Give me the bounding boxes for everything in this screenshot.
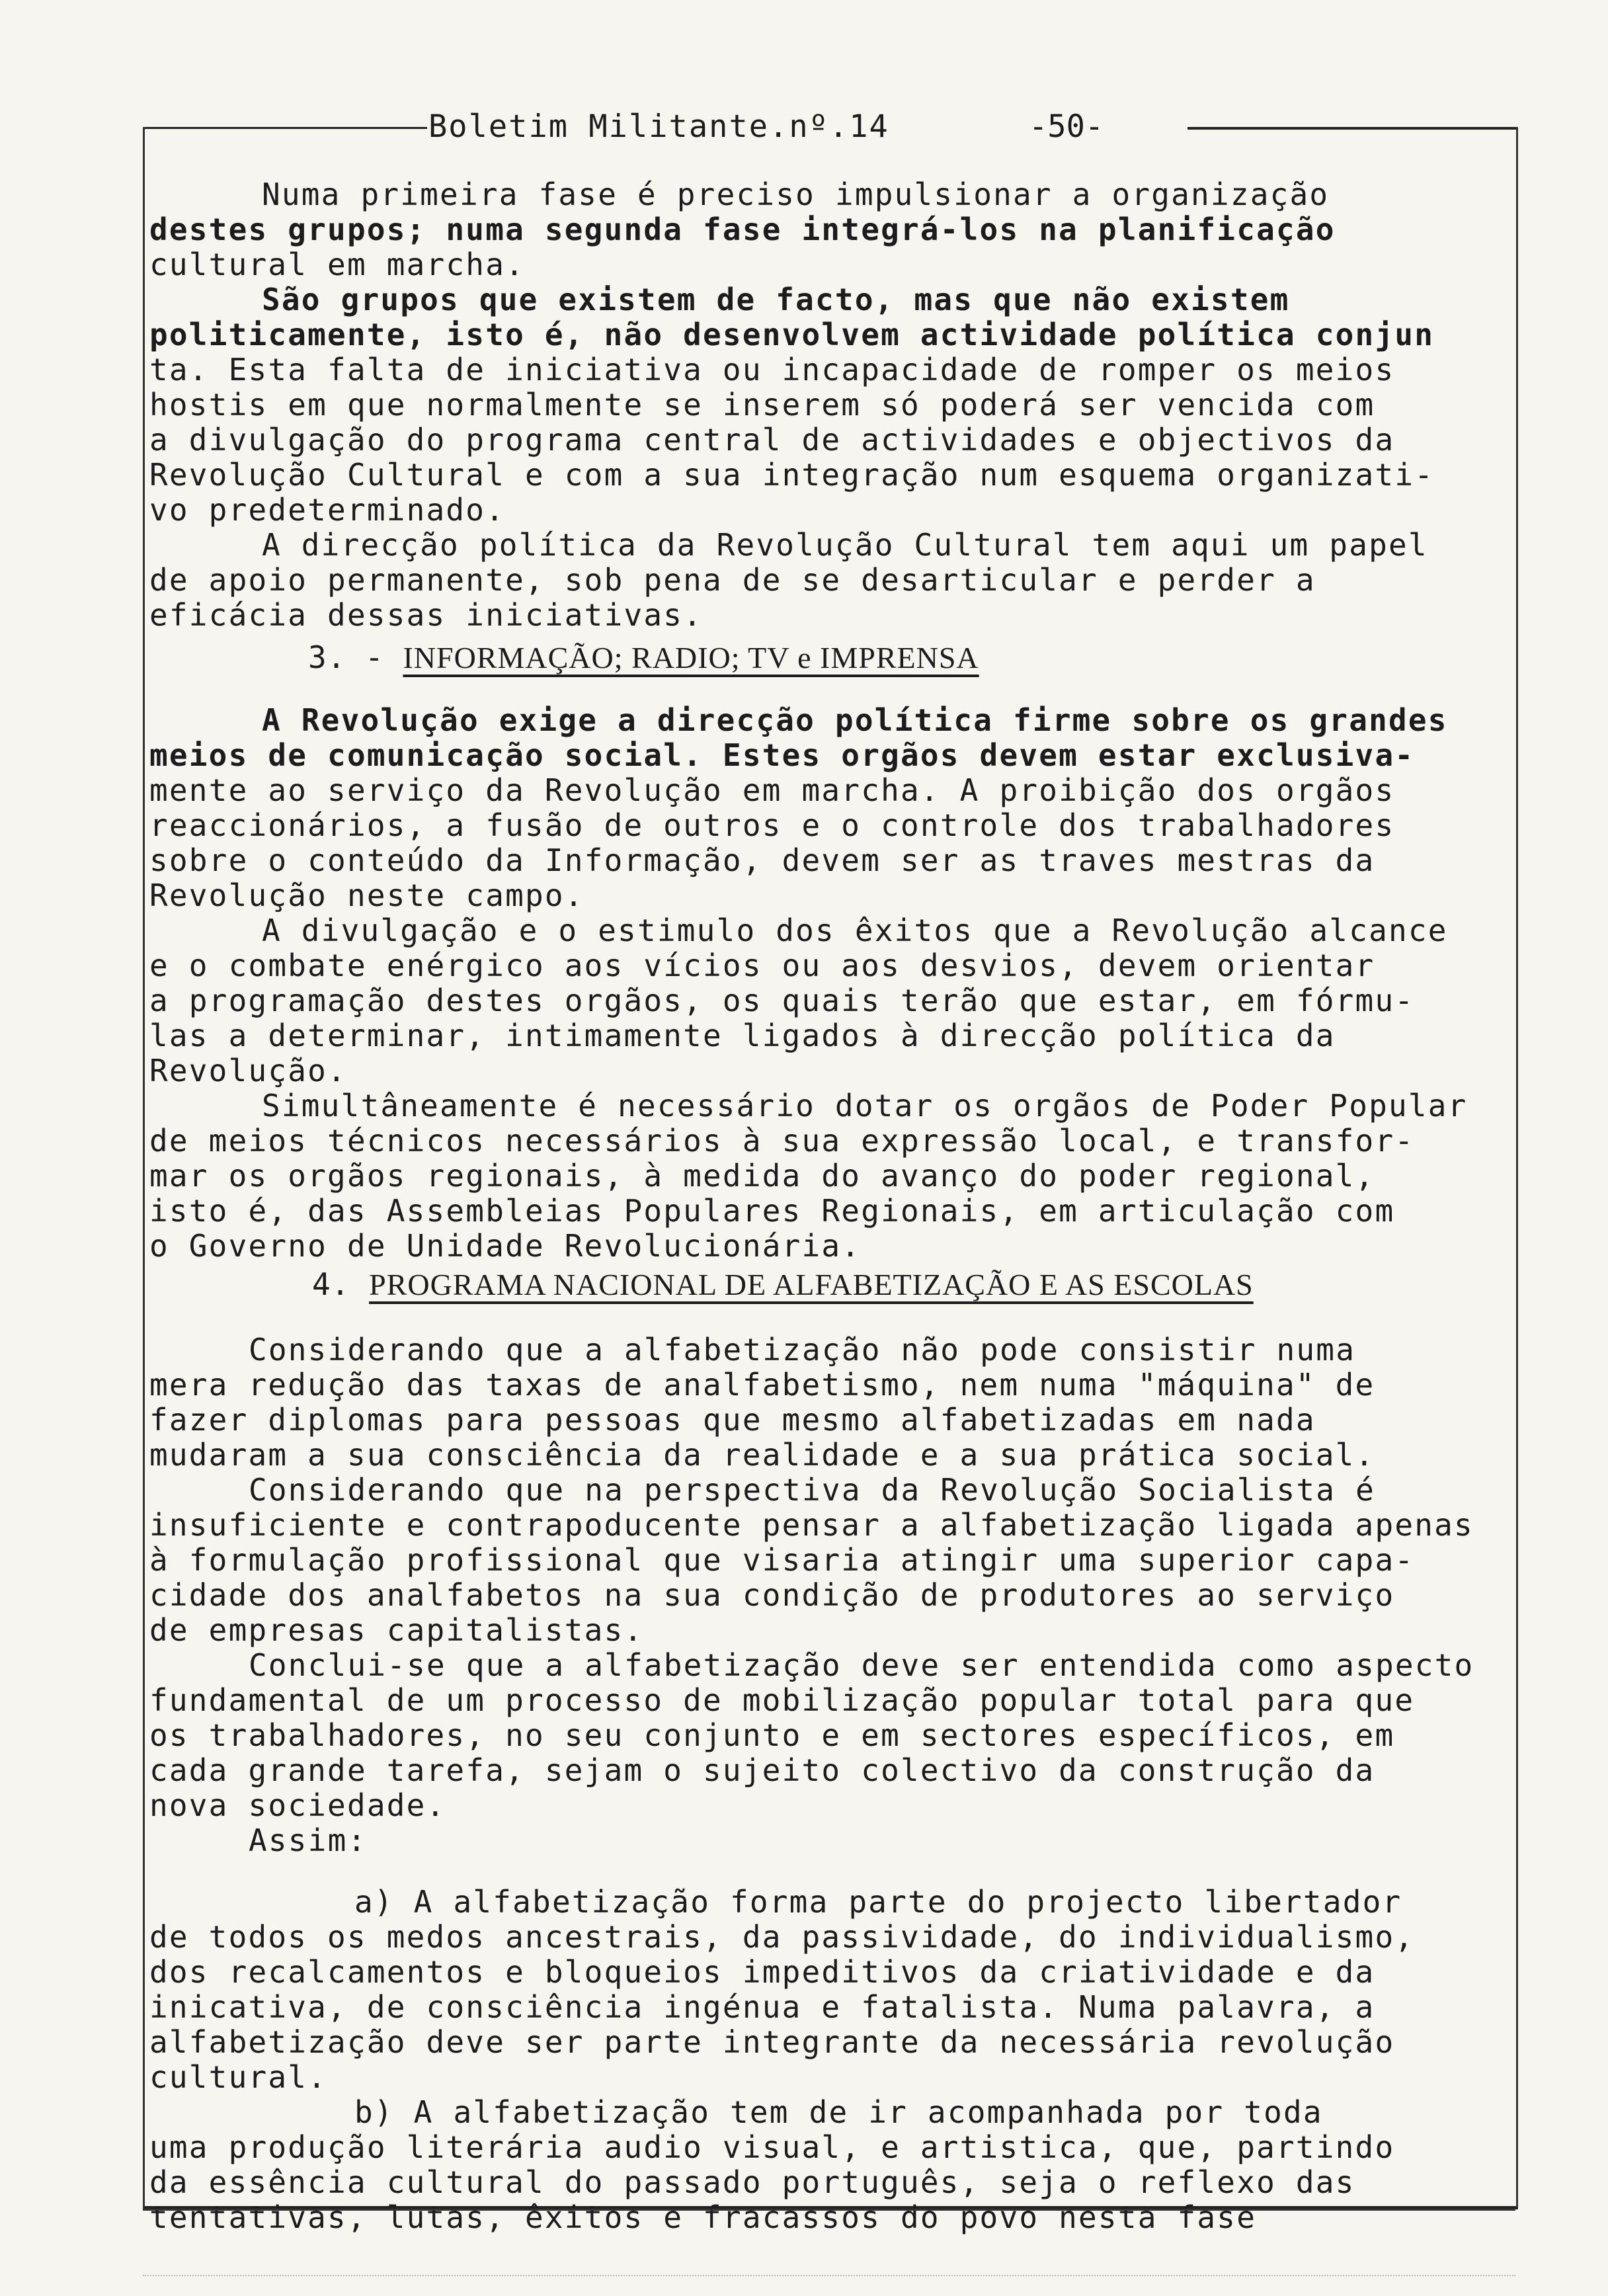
text-line: Revolução neste campo. — [149, 878, 584, 913]
text-line: insuficiente e contrapoducente pensar a alfabetização ligada apenas — [149, 1507, 1474, 1543]
text-line: Revolução. — [149, 1053, 347, 1088]
text-line: A Revolução exige a direcção política firme sobre os grandes — [262, 702, 1448, 738]
text-line: cada grande tarefa, sejam o sujeito colectivo da construção da — [149, 1752, 1375, 1788]
text-line: cidade dos analfabetos na sua condição de produtores ao serviço — [149, 1577, 1395, 1613]
text-line: destes grupos; numa segunda fase integrá-los na planificação — [149, 212, 1336, 247]
text-line: nova sociedade. — [149, 1787, 446, 1823]
text-line: politicamente, isto é, não desenvolvem actividade política conjun — [149, 317, 1435, 352]
text-line: Assim: — [249, 1823, 368, 1858]
bottom-rule — [143, 2209, 1515, 2211]
page-number: -50- — [1029, 108, 1104, 145]
text-line: fazer diplomas para pessoas que mesmo alfabetizadas em nada — [149, 1402, 1316, 1438]
text-line: de todos os medos ancestrais, da passividade, do individualismo, — [149, 1919, 1415, 1955]
text-line: São grupos que existem de facto, mas que não existem — [262, 282, 1290, 317]
text-line: las a determinar, intimamente ligados à direcção política da — [149, 1018, 1336, 1053]
text-line: isto é, das Assembleias Populares Regionais, em articulação com — [149, 1193, 1395, 1229]
section-heading-4 — [312, 1264, 1254, 1305]
text-line: mera redução das taxas de analfabetismo, nem numa "máquina" de — [149, 1367, 1375, 1403]
text-line: hostis em que normalmente se inserem só poderá ser vencida com — [149, 387, 1375, 423]
text-line: de empresas capitalistas. — [149, 1612, 644, 1648]
text-line: o Governo de Unidade Revolucionária. — [149, 1228, 862, 1264]
section-number: 4. — [312, 1266, 350, 1302]
text-line: Numa primeira fase é preciso impulsionar a organização — [262, 177, 1330, 212]
text-line: cultural em marcha. — [149, 247, 525, 282]
text-line: alfabetização deve ser parte integrante da necessária revolução — [149, 2024, 1395, 2060]
section-number: 3. - — [308, 639, 384, 675]
text-line: tentativas, lutas, êxitos e fracassos do povo nesta fase — [149, 2199, 1257, 2235]
section-title: PROGRAMA NACIONAL DE ALFABETIZAÇÃO E AS ESCOLAS — [369, 1268, 1254, 1301]
text-line: os trabalhadores, no seu conjunto e em sectores específicos, em — [149, 1717, 1395, 1753]
text-line: a) A alfabetização forma parte do projecto libertador — [354, 1884, 1402, 1920]
text-line: cultural. — [149, 2059, 328, 2095]
text-line: inicativa, de consciência ingénua e fatalista. Numa palavra, a — [149, 1989, 1375, 2025]
text-line: à formulação profissional que visaria atingir uma superior capa- — [149, 1542, 1415, 1578]
text-line: meios de comunicação social. Estes orgãos devem estar exclusiva- — [149, 737, 1415, 773]
section-title: INFORMAÇÃO; RADIO; TV e IMPRENSA — [403, 641, 979, 675]
text-line: Conclui-se que a alfabetização deve ser entendida como aspecto — [249, 1647, 1474, 1683]
text-line: dos recalcamentos e bloqueios impeditivos da criatividade e da — [149, 1954, 1375, 1990]
text-line: Revolução Cultural e com a sua integração num esquema organizati- — [149, 457, 1435, 493]
text-line: Considerando que na perspectiva da Revolução Socialista é — [249, 1472, 1375, 1508]
text-line: e o combate enérgico aos vícios ou aos desvios, devem orientar — [149, 948, 1375, 983]
text-line: mudaram a sua consciência da realidade e a sua prática social. — [149, 1437, 1375, 1473]
text-line: de apoio permanente, sob pena de se desarticular e perder a — [149, 562, 1316, 598]
text-line: de meios técnicos necessários à sua expressão local, e transfor- — [149, 1123, 1415, 1159]
text-line: mente ao serviço da Revolução em marcha. A proibição dos orgãos — [149, 772, 1395, 808]
text-line: A direcção política da Revolução Cultural tem aqui um papel — [262, 527, 1428, 563]
text-line: Simultâneamente é necessário dotar os orgãos de Poder Popular — [262, 1088, 1468, 1124]
text-line: ta. Esta falta de iniciativa ou incapacidade de romper os meios — [149, 352, 1395, 388]
text-line: Considerando que a alfabetização não pode consistir numa — [249, 1332, 1356, 1368]
text-line: fundamental de um processo de mobilização popular total para que — [149, 1682, 1415, 1718]
text-line: b) A alfabetização tem de ir acompanhada por toda — [354, 2094, 1323, 2130]
text-line: da essência cultural do passado português, seja o reflexo das — [149, 2164, 1355, 2200]
text-line: A divulgação e o estimulo dos êxitos que a Revolução alcance — [262, 913, 1448, 948]
text-line: uma produção literária audio visual, e artistica, que, partindo — [149, 2129, 1395, 2165]
text-line: sobre o conteúdo da Informação, devem ser as traves mestras da — [149, 842, 1375, 878]
text-line: vo predeterminado. — [149, 492, 506, 528]
scan-artifact-dots — [143, 2275, 1515, 2276]
text-line: mar os orgãos regionais, à medida do avanço do poder regional, — [149, 1158, 1375, 1194]
text-line: a divulgação do programa central de actividades e objectivos da — [149, 422, 1395, 458]
page-header-title: Boletim Militante.nº.14 — [428, 108, 889, 145]
text-line: a programação destes orgãos, os quais terão que estar, em fórmu- — [149, 983, 1415, 1018]
text-line: eficácia dessas iniciativas. — [149, 597, 704, 633]
section-heading-3 — [308, 637, 979, 678]
text-line: reaccionários, a fusão de outros e o controle dos trabalhadores — [149, 807, 1395, 843]
